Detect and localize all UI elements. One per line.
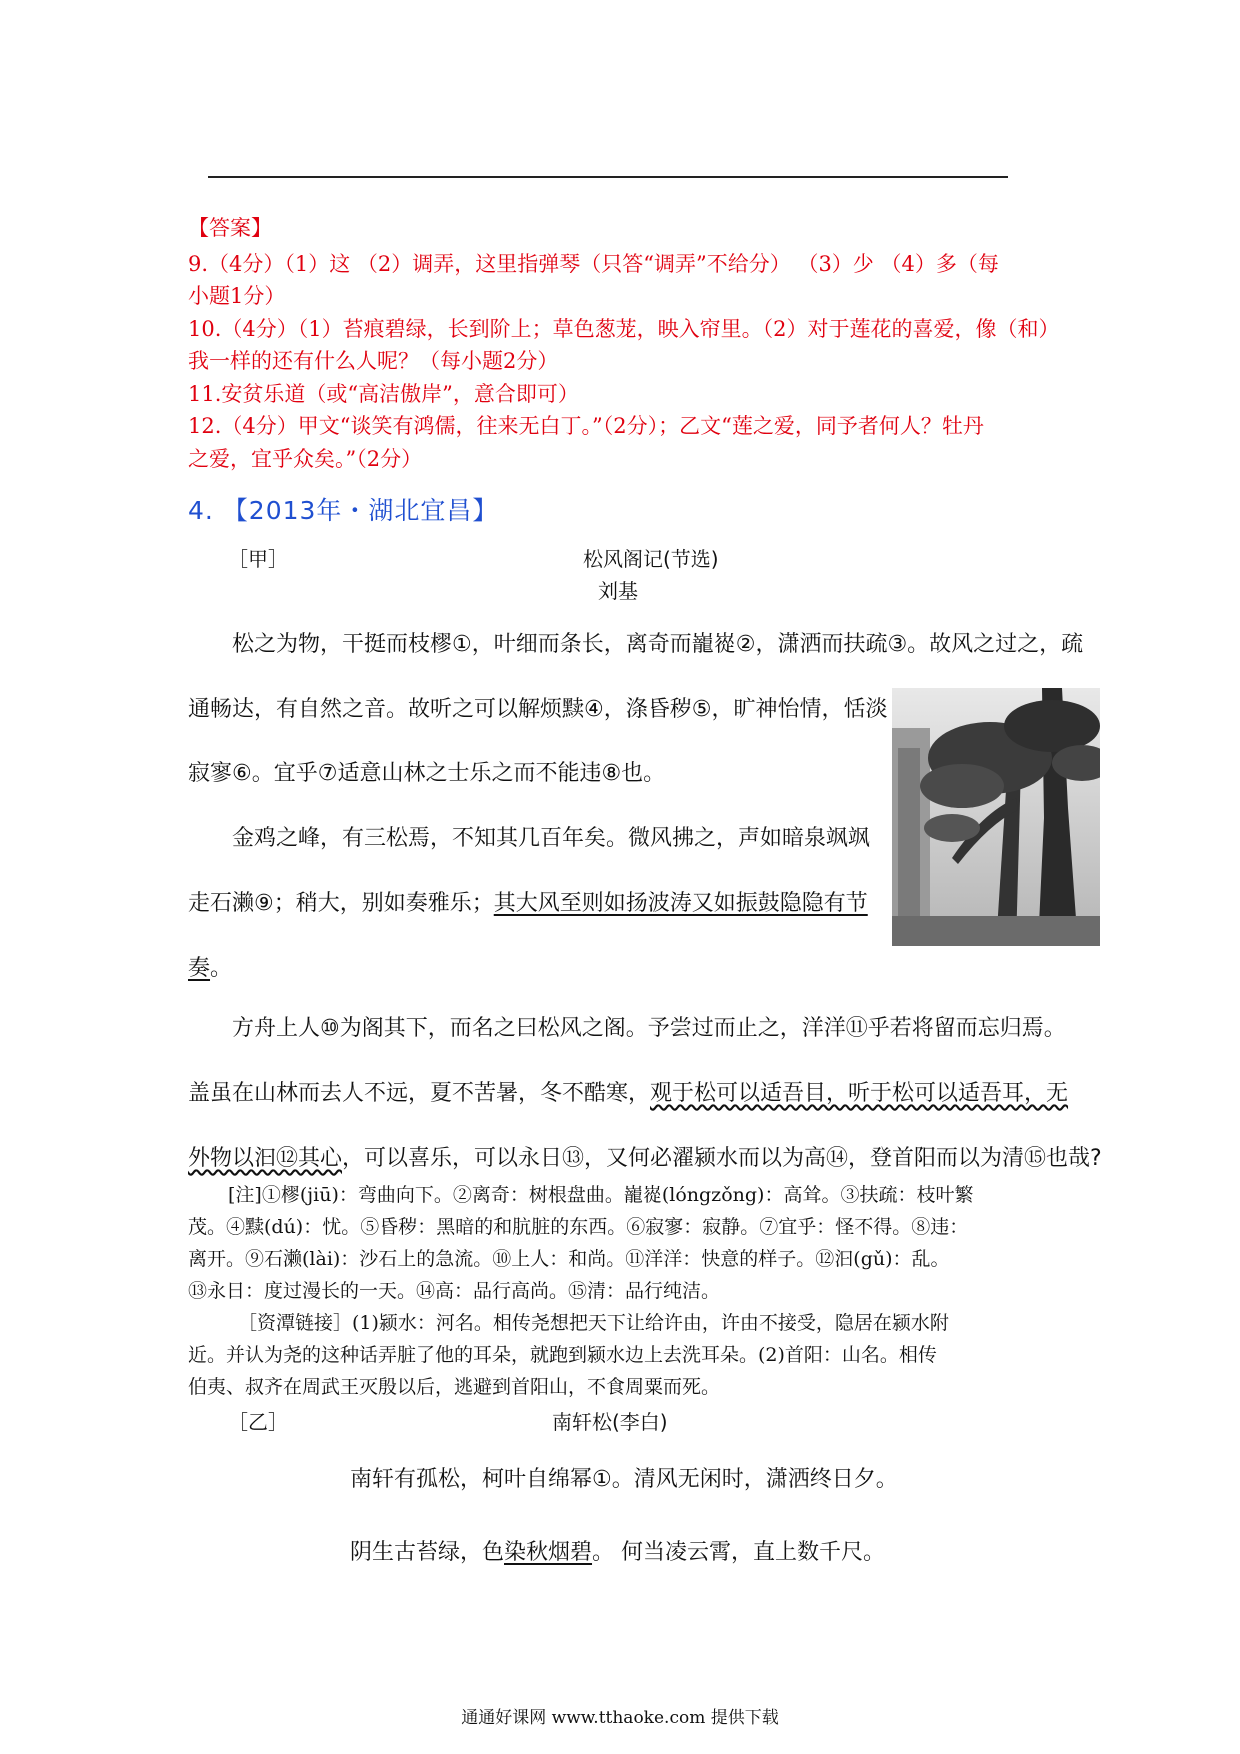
resource-line-1: ［资潭链接］(1)颍水：河名。相传尧想把天下让给许由，许由不接受，隐居在颍水附 <box>238 1312 949 1334</box>
jia-title: 松风阁记(节选) <box>583 547 719 571</box>
answer-line-2: 小题1分） <box>188 284 286 308</box>
p1-line-3: 寂寥⑥。宜乎⑦适意山林之士乐之而不能违⑧也。 <box>188 761 666 786</box>
poem-line-1: 南轩有孤松，柯叶自绵幂①。清风无闲时，潇洒终日夕。 <box>350 1467 898 1492</box>
p2-period: 。 <box>210 956 233 981</box>
answer-line-6: 12.（4分）甲文“谈笑有鸿儒，往来无白丁。”（2分）；乙文“莲之爱，同予者何人？牡丹 <box>188 414 984 438</box>
p2-line-3 <box>188 951 232 982</box>
p3-wavy-sentence: 观于松可以适吾目，听于松可以适吾耳，无 <box>650 1081 1069 1106</box>
footer: 通通好课网 www.tthaoke.com 提供下载 <box>461 1708 779 1728</box>
p2-underlined-sentence: 其大风至则如扬波涛又如振鼓隐隐有节 <box>493 891 868 916</box>
answer-line-7: 之爱，宜乎众矣。”（2分） <box>188 447 423 471</box>
p2-underlined-end: 奏 <box>188 956 211 981</box>
answer-header: 【答案】 <box>188 216 272 240</box>
poem-line-2-start: 阴生古苔绿，色 <box>350 1540 505 1565</box>
yi-title: 南轩松(李白) <box>552 1410 668 1434</box>
p1-line-2: 通畅达，有自然之音。故听之可以解烦黩④，涤昏秽⑤，旷神怡情，恬淡 <box>188 697 888 722</box>
jia-author: 刘基 <box>598 579 638 603</box>
notes-line-4: ⑬永日：度过漫长的一天。⑭高：品行高尚。⑮清：品行纯洁。 <box>188 1280 721 1302</box>
notes-line-1: [注]①樛(jiū)：弯曲向下。②离奇：树根盘曲。巃嵸(lóngzǒng)：高耸。③扶疏：枝叶繁 <box>228 1184 974 1206</box>
answer-line-3: 10.（4分）（1）苔痕碧绿，长到阶上；草色葱茏，映入帘里。（2）对于莲花的喜爱，像（和） <box>188 317 1060 341</box>
notes-line-2: 茂。④黩(dú)：忧。⑤昏秽：黑暗的和肮脏的东西。⑥寂寥：寂静。⑦宜乎：怪不得。⑧违： <box>188 1216 969 1238</box>
p3-line-1: 方舟上人⑩为阁其下，而名之曰松风之阁。予尝过而止之，洋洋⑪乎若将留而忘归焉。 <box>232 1016 1066 1041</box>
pine-tree-photo <box>892 688 1100 946</box>
p2-line-2-plain: 走石濑⑨；稍大，别如奏雅乐； <box>188 891 494 916</box>
resource-line-3: 伯夷、叔齐在周武王灭殷以后，逃避到首阳山，不食周粟而死。 <box>188 1376 721 1398</box>
p3-line-2-plain: 盖虽在山林而去人不远，夏不苦暑，冬不酷寒， <box>188 1081 651 1106</box>
section-heading: 4. 【2013年・湖北宜昌】 <box>188 496 499 525</box>
p3-line-3 <box>188 1141 1102 1172</box>
yi-label: ［乙］ <box>228 1410 288 1434</box>
p2-line-1: 金鸡之峰，有三松焉，不知其几百年矣。微风拂之，声如暗泉飒飒 <box>232 826 871 851</box>
notes-line-3: 离开。⑨石濑(lài)：沙石上的急流。⑩上人：和尚。⑪洋洋：快意的样子。⑫汩(gǔ)：乱。 <box>188 1248 950 1270</box>
p2-line-2 <box>188 886 868 917</box>
poem-underlined: 染秋烟碧 <box>504 1540 593 1565</box>
p3-wavy-end: 外物以汩⑫其心 <box>188 1146 343 1171</box>
p1-line-1: 松之为物，干挺而枝樛①，叶细而条长，离奇而巃嵸②，潇洒而扶疏③。故风之过之，疏 <box>232 632 1084 657</box>
answer-line-1: 9.（4分）（1）这 （2）调弄，这里指弹琴（只答“调弄”不给分） （3）少 （4）多（每 <box>188 252 999 276</box>
answer-line-5: 11.安贫乐道（或“高洁傲岸”，意合即可） <box>188 382 579 406</box>
p3-line-2 <box>188 1076 1068 1107</box>
top-rule <box>208 176 1008 178</box>
poem-line-2 <box>350 1535 885 1566</box>
jia-label: ［甲］ <box>228 547 288 571</box>
answer-line-4: 我一样的还有什么人呢？（每小题2分） <box>188 349 559 373</box>
poem-line-2-end: 。 何当凌云霄，直上数千尺。 <box>592 1540 886 1565</box>
p3-line-3-end: ，可以喜乐，可以永日⑬，又何必濯颍水而以为高⑭，登首阳而以为清⑮也哉? <box>342 1146 1102 1171</box>
resource-line-2: 近。并认为尧的这种话弄脏了他的耳朵，就跑到颍水边上去洗耳朵。(2)首阳：山名。相传 <box>188 1344 937 1366</box>
